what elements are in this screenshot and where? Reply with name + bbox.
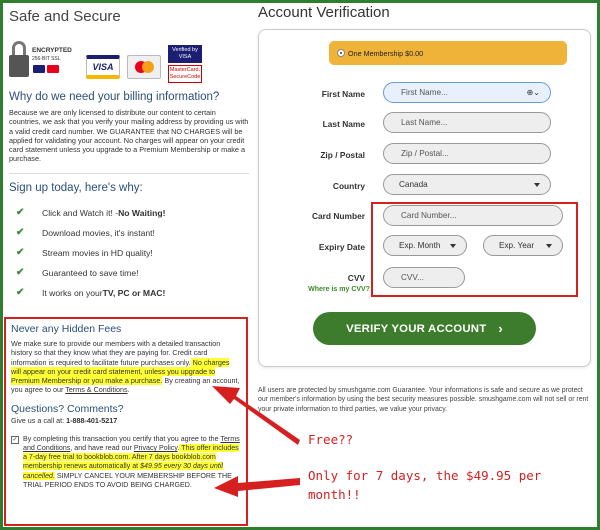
check-icon: ✔ [16, 287, 25, 299]
last-name-label: Last Name [322, 119, 365, 129]
cvv-input[interactable]: CVV... [383, 267, 465, 288]
arrow-price [214, 476, 300, 497]
guarantee-text: All users are protected by smushgame.com Guarantee. Your informations is safe and secure as we protect our member's information by using the best security measures possible. smushgame.com will not sell or rent your private information to third parties, we value your privacy. [258, 387, 589, 413]
hidden-fees-heading: Never any Hidden Fees [11, 323, 122, 335]
privacy-policy-link[interactable]: Privacy Policy [133, 443, 178, 452]
terms-conditions-link[interactable]: Terms and Conditions [23, 434, 240, 452]
visa-logo: VISA [86, 55, 120, 79]
list-item: ✔ Click and Watch it! - No Waiting! [16, 207, 166, 219]
card-number-input[interactable]: Card Number... [383, 205, 563, 226]
membership-option[interactable]: One Membership $0.00 [329, 41, 567, 65]
verified-by-visa-badge: Verified by VISA MasterCard. SecureCode [168, 45, 202, 79]
country-label: Country [332, 181, 365, 191]
call-info: Give us a call at: 1-888-401-5217 [11, 415, 118, 425]
price-terms: $49.95 every 30 days until cancelled. [23, 462, 223, 480]
account-verification-title: Account Verification [258, 4, 390, 21]
check-icon: ✔ [16, 247, 25, 259]
zip-input[interactable]: Zip / Postal... [383, 143, 551, 164]
expiry-date-label: Expiry Date [318, 242, 365, 252]
exp-year-select[interactable]: Exp. Year [483, 235, 563, 256]
check-icon: ✔ [16, 207, 25, 219]
list-item: ✔ Guaranteed to save time! [16, 267, 139, 279]
check-icon: ✔ [16, 227, 25, 239]
autofill-contact-icon[interactable]: ⊕⌄ [526, 88, 540, 97]
arrow-free [212, 386, 300, 445]
terms-link[interactable]: Terms & Conditions [65, 385, 128, 395]
why-billing-text: Because we are only licensed to distribute our content to certain countries, we ask that you verify your mailing address by providing us with a valid credit card number. We GUARANTEE that NO CHARGES will be applied for validating your account. No charges will appear on your credit card statement unless you upgrade to a Premium Membership or make a purchase. [9, 108, 249, 164]
safe-secure-title: Safe and Secure [9, 8, 121, 25]
questions-heading: Questions? Comments? [11, 402, 124, 415]
hidden-fees-text: We make sure to provide our members with a detailed transaction history so that they know what they are paying for. Credit card information is required to facilitate future purchases only. No charges will appear on your credit card statement, unless you upgrade to Premium Membership or you make a purchase. By creating an account, you agree to our Terms & Conditions. [11, 339, 240, 395]
list-item: ✔ Stream movies in HD quality! [16, 247, 153, 259]
country-select[interactable]: Canada [383, 174, 551, 195]
check-icon: ✔ [16, 267, 25, 279]
cvv-label: CVV [347, 273, 365, 283]
terms-text: By completing this transaction you certify that you agree to the Terms and Conditions, and have read our Privacy Policy This offer includes a 7-day free trial to bookblob.com. After 7 days bookblob.com membership renews automatically at $49.95 every 30 days until cancelled. SIMPLY CANCEL YOUR MEMBERSHIP BEFORE THE TRIAL PERIOD ENDS TO AVOID BEING CHARGED. [23, 434, 240, 489]
free-callout: Free?? [308, 432, 354, 447]
list-item: ✔ Download movies, it's instant! [16, 227, 155, 239]
signup-heading: Sign up today, here's why: [9, 181, 143, 194]
agree-checkbox[interactable]: ✓ [12, 436, 18, 443]
why-billing-heading: Why do we need your billing information? [9, 91, 220, 103]
verify-account-button[interactable]: VERIFY YOUR ACCOUNT › [313, 312, 536, 345]
chevron-right-icon: › [498, 321, 503, 336]
where-is-cvv-link[interactable]: Where is my CVV? [308, 286, 370, 293]
last-name-input[interactable]: Last Name... [383, 112, 551, 133]
first-name-label: First Name [321, 89, 365, 99]
highlighted-text: No charges will appear on your credit card statement, unless you upgrade to Premium Membership or you make a purchase. [11, 357, 230, 386]
card-number-label: Card Number [311, 211, 365, 221]
list-item: ✔ It works on your TV, PC or MAC! [16, 287, 166, 299]
price-callout: Only for 7 days, the $49.95 per month!! [308, 468, 542, 502]
first-name-input[interactable]: First Name... ⊕⌄ [383, 82, 551, 103]
phone-number[interactable]: 1-888-401-5217 [66, 415, 118, 425]
encrypted-lock-icon: ENCRYPTED 256-BIT SSL [9, 41, 79, 79]
exp-month-select[interactable]: Exp. Month [383, 235, 467, 256]
zip-label: Zip / Postal [320, 150, 365, 160]
